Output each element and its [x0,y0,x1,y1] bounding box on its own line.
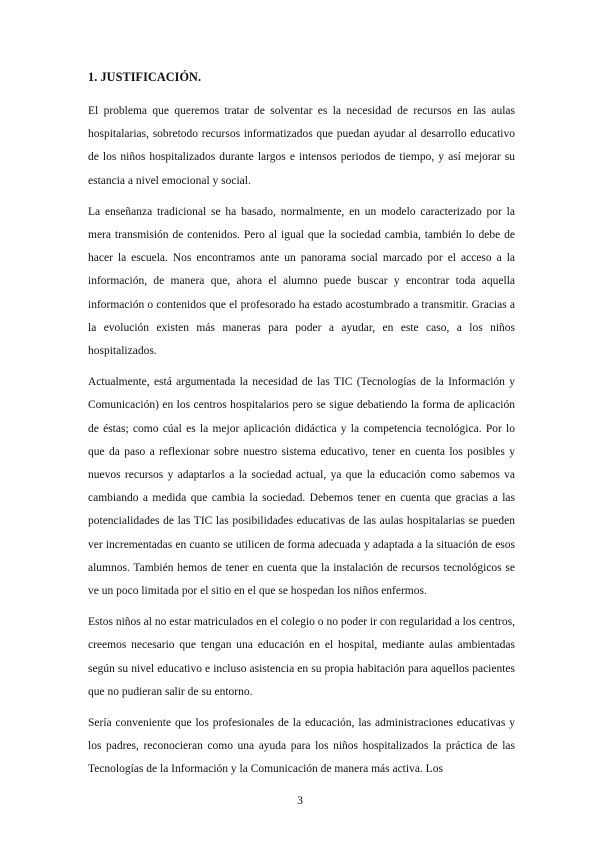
section-heading: 1. JUSTIFICACIÓN. [88,70,202,84]
paragraph-4: Estos niños al no estar matriculados en el colegio o no poder ir con regularidad a los centros, creemos necesario que tengan una educación en el hospital, mediante aulas ambientadas según su nivel educativo e incluso asistencia en su propia habitación para aquellos pacientes que no pudieran salir de su entorno. [88,616,515,698]
page-content [88,69,515,790]
paragraph-3: Actualmente, está argumentada la necesidad de las TIC (Tecnologías de la Información y Comunicación) en los centros hospitalarios pero se sigue debatiendo la forma de aplicación de éstas; como cúal es la mejor aplicación didáctica y la competencia tecnológica. Por lo que da paso a reflexionar sobre nuestro sistema educativo, tener en cuenta los posibles y nuevos recursos y adaptarlos a la sociedad actual, ya que la educación como sabemos va cambiando a medida que cambia la sociedad. Debemos tener en cuenta que gracias a las potencialidades de las TIC las posibilidades educativas de las aulas hospitalarias se pueden ver incrementadas en cuanto se utilicen de forma adecuada y adaptada a la situación de esos alumnos. También hemos de tener en cuenta que la instalación de recursos tecnológicos se ve un poco limitada por el sitio en el que se hospedan los niños enfermos. [88,376,515,598]
paragraph-5: Sería conveniente que los profesionales de la educación, las administraciones educativas y los padres, reconocieran como una ayuda para los niños hospitalizados la práctica de las Tecnologías de la Información y la Comunicación de manera más activa. Los [88,717,515,776]
paragraph-2: La enseñanza tradicional se ha basado, normalmente, en un modelo caracterizado por la mera transmisión de contenidos. Pero al igual que la sociedad cambia, también lo debe de hacer la escuela. Nos encontramos ante un panorama social marcado por el acceso a la información, de manera que, ahora el alumno puede buscar y encontrar toda aquella información o contenidos que el profesorado ha estado acostumbrado a transmitir. Gracias a la evolución existen más maneras para poder a ayudar, en este caso, a los niños hospitalizados. [88,205,515,358]
page-number: 3 [297,795,303,807]
paragraph-1: El problema que queremos tratar de solventar es la necesidad de recursos en las aulas hospitalarias, sobretodo recursos informatizados que puedan ayudar al desarrollo educativo de los niños hospitalizados durante largos e intensos periodos de tiempo, y así mejorar su estancia a nivel emocional y social. [88,105,515,187]
